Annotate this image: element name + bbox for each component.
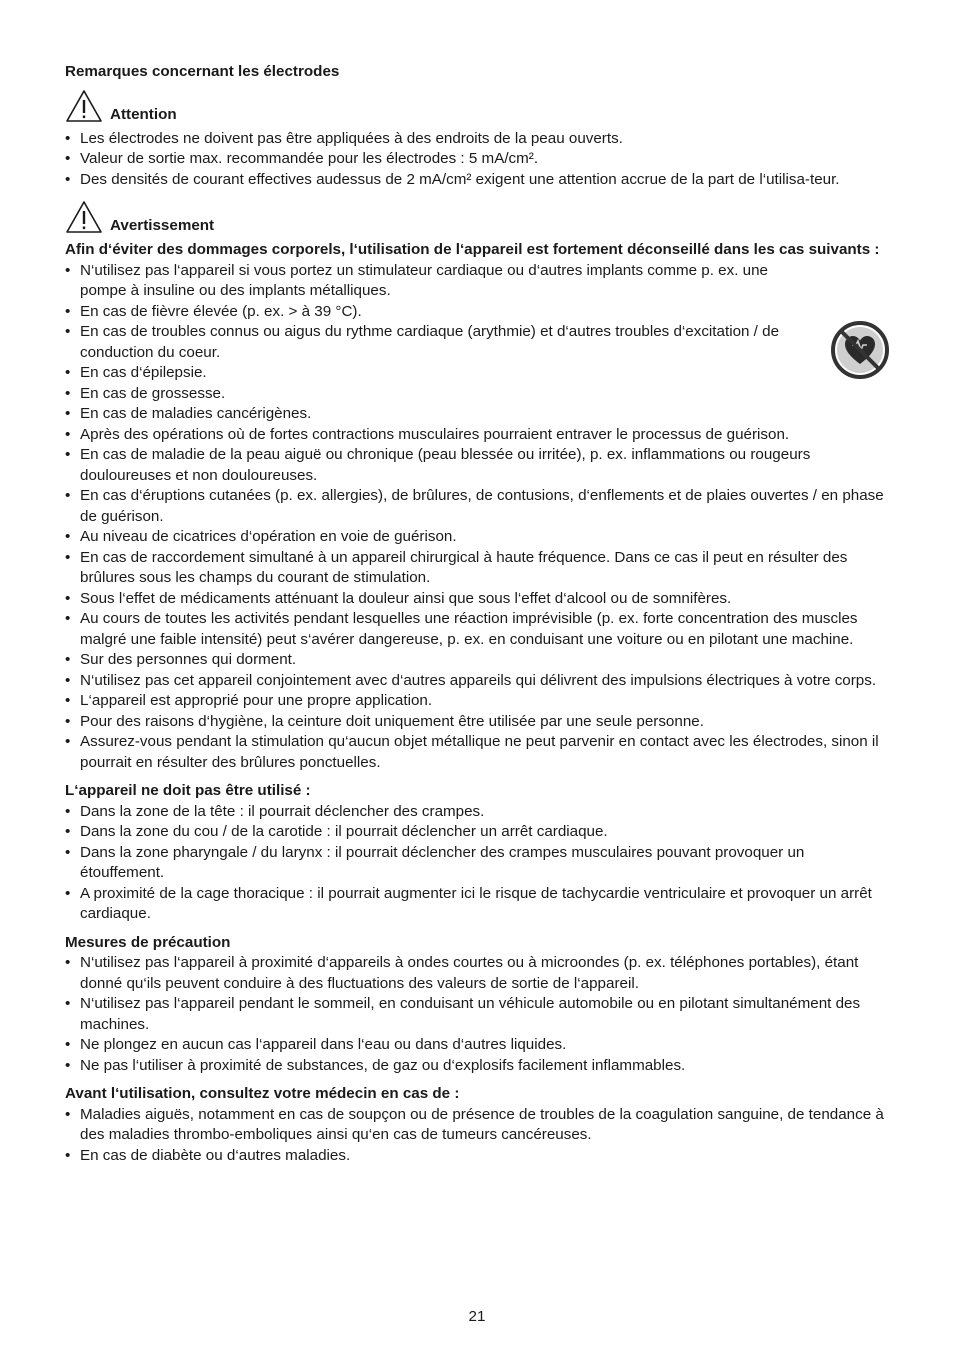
list-item: • En cas d‘éruptions cutanées (p. ex. allergies), de brûlures, de contusions, d‘enflements et de plaies ouvertes / en phase de guérison.: [65, 486, 887, 527]
list-item: • Sous l‘effet de médicaments atténuant la douleur ainsi que sous l‘effet d‘alcool ou de somnifères.: [65, 589, 887, 610]
list-item: • Valeur de sortie max. recommandée pour les électrodes : 5 mA/cm².: [65, 149, 887, 170]
list-item: • Sur des personnes qui dorment.: [65, 650, 887, 671]
list-item: • N‘utilisez pas cet appareil conjointement avec d‘autres appareils qui délivrent des impulsions électriques à votre corps.: [65, 671, 887, 692]
warning-triangle-icon: [65, 200, 103, 234]
list-item: • En cas de maladies cancérigènes.: [65, 404, 887, 425]
list-item: • A proximité de la cage thoracique : il pourrait augmenter ici le risque de tachycardie ventriculaire et provoquer un arrêt cardiaque.: [65, 884, 887, 925]
list-item: • Au cours de toutes les activités pendant lesquelles une réaction imprévisible (p. ex. forte concentration des muscles malgré une faible intensité) peut s‘avérer dangereuse, p. ex. en conduisant une voiture ou en pilotant une machine.: [65, 609, 887, 650]
list-item: • L‘appareil est approprié pour une propre application.: [65, 691, 887, 712]
list-item: • Des densités de courant effectives audessus de 2 mA/cm² exigent une attention accrue de la part de l‘utilisa-teur.: [65, 170, 887, 191]
list-item: • En cas de grossesse.: [65, 384, 887, 405]
medecin-list: [65, 1105, 887, 1167]
list-item: • N‘utilisez pas l‘appareil si vous portez un stimulateur cardiaque ou d‘autres implants comme p. ex. une pompe à insuline ou des implants métalliques.: [65, 261, 887, 302]
list-item: • En cas de fièvre élevée (p. ex. > à 39 °C).: [65, 302, 887, 323]
list-item: • Après des opérations où de fortes contractions musculaires pourraient entraver le processus de guérison.: [65, 425, 887, 446]
avertissement-label: Avertissement: [110, 217, 215, 234]
attention-list: [65, 129, 887, 191]
ne-pas-utiliser-heading: L‘appareil ne doit pas être utilisé :: [65, 782, 311, 799]
list-item: • En cas de diabète ou d‘autres maladies.: [65, 1146, 887, 1167]
list-item: • Pour des raisons d‘hygiène, la ceinture doit uniquement être utilisée par une seule personne.: [65, 712, 887, 733]
list-item: • En cas de troubles connus ou aigus du rythme cardiaque (arythmie) et d‘autres troubles d‘excitation / de conduction du coeur.: [65, 322, 887, 363]
page-number: 21: [468, 1308, 486, 1325]
heading-electrodes: Remarques concernant les électrodes: [65, 63, 340, 80]
list-item: • Au niveau de cicatrices d‘opération en voie de guérison.: [65, 527, 887, 548]
list-item: • Ne plongez en aucun cas l‘appareil dans l‘eau ou dans d‘autres liquides.: [65, 1035, 887, 1056]
list-item: • Ne pas l‘utiliser à proximité de substances, de gaz ou d‘explosifs facilement inflammables.: [65, 1056, 887, 1077]
list-item: • En cas d‘épilepsie.: [65, 363, 887, 384]
avertissement-list: [65, 261, 887, 774]
ne-pas-utiliser-list: [65, 802, 887, 925]
list-item: • N‘utilisez pas l‘appareil pendant le sommeil, en conduisant un véhicule automobile ou en pilotant simultanément des machines.: [65, 994, 887, 1035]
list-item: • En cas de raccordement simultané à un appareil chirurgical à haute fréquence. Dans ce cas il peut en résulter des brûlures sous les champs du courant de stimulation.: [65, 548, 887, 589]
attention-header: [65, 89, 887, 129]
list-item: • N‘utilisez pas l‘appareil à proximité d‘appareils à ondes courtes ou à microondes (p. ex. téléphones portables), étant donné qu‘ils peuvent conduire à des fluctuations des valeurs de sortie de l‘appareil.: [65, 953, 887, 994]
list-item: • Dans la zone pharyngale / du larynx : il pourrait déclencher des crampes musculaires pouvant provoquer un étouffement.: [65, 843, 887, 884]
document-page: [65, 62, 887, 1166]
list-item: • Dans la zone de la tête : il pourrait déclencher des crampes.: [65, 802, 887, 823]
medecin-heading: Avant l‘utilisation, consultez votre médecin en cas de :: [65, 1085, 460, 1102]
precautions-heading: Mesures de précaution: [65, 933, 231, 951]
list-item: • Les électrodes ne doivent pas être appliquées à des endroits de la peau ouverts.: [65, 129, 887, 150]
avertissement-intro: Afin d‘éviter des dommages corporels, l‘utilisation de l‘appareil est fortement déconseillé dans les cas suivants :: [65, 241, 880, 258]
precautions-list: [65, 953, 887, 1076]
list-item: • Dans la zone du cou / de la carotide : il pourrait déclencher un arrêt cardiaque.: [65, 822, 887, 843]
avertissement-header: [65, 200, 887, 240]
attention-label: Attention: [110, 105, 177, 123]
list-item: • Assurez-vous pendant la stimulation qu‘aucun objet métallique ne peut parvenir en contact avec les électrodes, sinon il pourrait en résulter des brûlures ponctuelles.: [65, 732, 887, 773]
no-pacemaker-icon: [830, 320, 890, 380]
warning-triangle-icon: [65, 89, 103, 123]
list-item: • En cas de maladie de la peau aiguë ou chronique (peau blessée ou irritée), p. ex. inflammations ou rougeurs douloureuses et non douloureuses.: [65, 445, 887, 486]
list-item: • Maladies aiguës, notamment en cas de soupçon ou de présence de troubles de la coagulation sanguine, de tendance à des maladies thrombo-emboliques ainsi qu‘en cas de tumeurs cancéreuses.: [65, 1105, 887, 1146]
